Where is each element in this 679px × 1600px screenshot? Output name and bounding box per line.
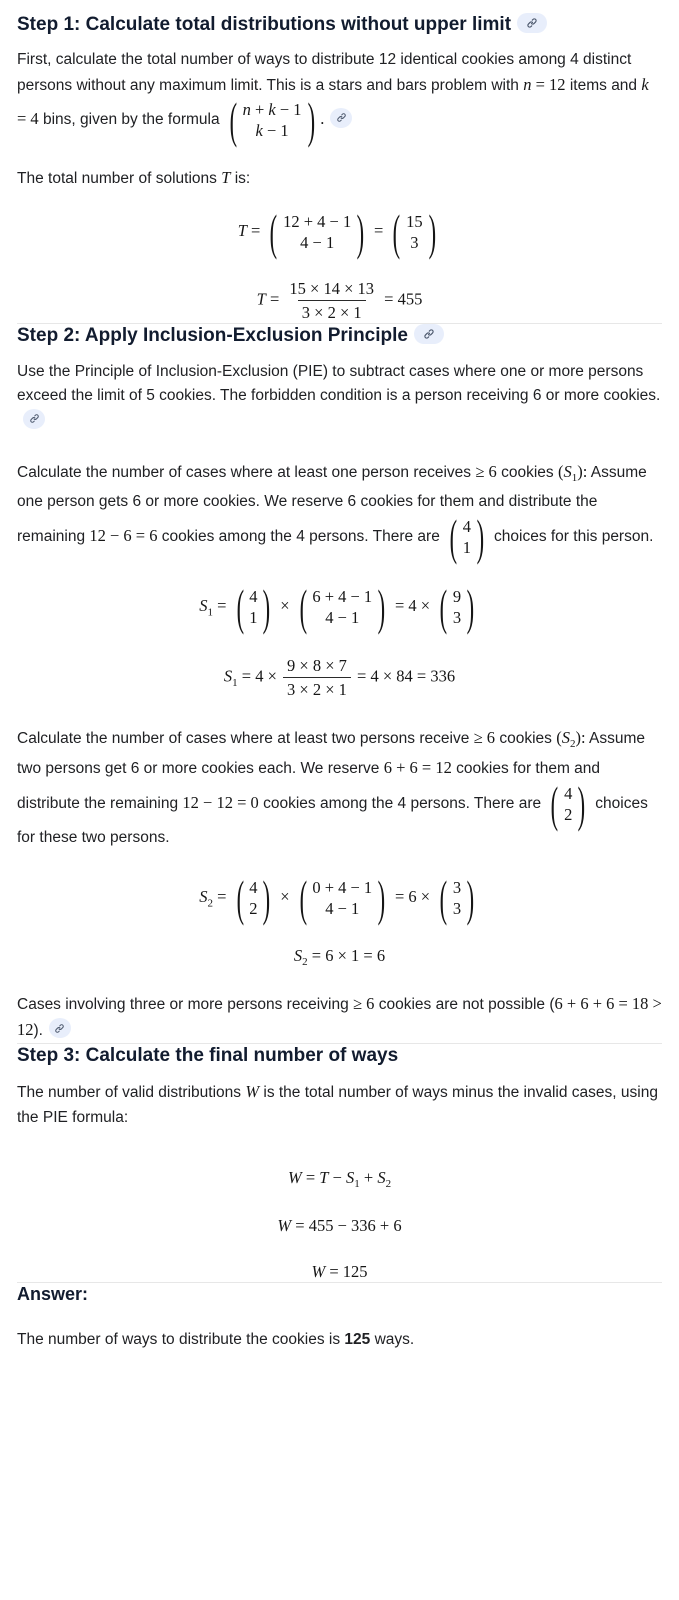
body-text: bins, given by the formula [38, 111, 224, 129]
left-paren: ( [551, 775, 559, 832]
solutions-line [17, 166, 662, 192]
binom-column [311, 586, 373, 628]
left-paren: ( [299, 870, 307, 927]
math-sub: 1 [232, 676, 238, 689]
formula-w-substitution [17, 1216, 662, 1236]
fraction-numerator: 15 × 14 × 13 [289, 278, 375, 298]
left-paren: ( [439, 870, 448, 927]
left-paren: ( [393, 203, 401, 260]
answer-paragraph [17, 1328, 662, 1353]
math-var: W [245, 1082, 260, 1102]
right-paren: ) [476, 508, 485, 565]
binomial-coefficient [435, 578, 479, 635]
right-paren: ) [577, 775, 586, 832]
body-text: The number of ways to distribute the cookies is [17, 1330, 345, 1348]
binom-top: 4 [462, 516, 472, 536]
formula-total-value [17, 278, 662, 323]
binom-top: 4 [249, 878, 258, 898]
math-text: ≥ 6 [475, 461, 497, 481]
math-text: = 4 [17, 109, 39, 129]
s2-paragraph [17, 726, 662, 851]
link-icon [423, 328, 435, 340]
formula-total-binomial [17, 203, 662, 260]
math-var: S [223, 666, 233, 686]
right-paren: ) [263, 870, 271, 927]
body-text: cookies [495, 729, 557, 747]
body-text: Cases involving three or more persons receiving [17, 996, 353, 1014]
math-text: = [212, 887, 231, 907]
formula-w-result [17, 1262, 662, 1282]
left-paren: ( [229, 92, 238, 148]
binom-bottom: 2 [564, 804, 573, 824]
binom-bottom: 4 − 1 [325, 607, 360, 627]
body-text: cookies for them and distribute the remaining [17, 760, 601, 812]
citation-chip[interactable] [330, 108, 352, 128]
left-paren: ( [439, 578, 448, 635]
math-text: = 4 × [237, 666, 282, 686]
math-sub: 2 [302, 956, 308, 969]
math-text: − 1 [262, 121, 289, 140]
body-text: ways. [370, 1330, 415, 1348]
left-paren: ( [449, 508, 458, 565]
formula-s2-binomial [17, 870, 662, 927]
binomial-coefficient [295, 870, 390, 927]
math-var: n [242, 100, 251, 119]
right-paren: ) [377, 870, 386, 927]
math-text: ): [577, 461, 588, 481]
math-text: = [369, 220, 388, 240]
binom-top: 3 [452, 878, 462, 898]
left-paren: ( [236, 870, 244, 927]
math-text: ): [575, 727, 586, 747]
math-sub: 1 [354, 1178, 360, 1191]
math-var: k [641, 74, 649, 94]
binom-column [242, 99, 303, 141]
math-sub: 2 [569, 737, 576, 750]
body-text: items and [565, 76, 642, 94]
binomial-coefficient [232, 578, 276, 635]
binom-bottom: 4 − 1 [325, 899, 360, 919]
right-paren: ) [356, 203, 365, 260]
math-text: 6 + 6 = 12 [383, 758, 452, 778]
math-var: S [293, 946, 303, 966]
body-text: choices for this person. [489, 527, 654, 545]
math-sub: 2 [207, 897, 213, 910]
binom-top: 4 [564, 783, 573, 803]
right-paren: ) [263, 578, 271, 635]
binomial-coefficient [546, 775, 590, 832]
math-var: n [523, 74, 532, 94]
right-paren: ) [428, 203, 436, 260]
binom-column [248, 586, 258, 628]
step1-intro-paragraph [17, 48, 662, 148]
math-text: + [250, 100, 269, 119]
fraction-denominator: 3 × 2 × 1 [298, 300, 366, 323]
binom-column [462, 516, 472, 558]
link-icon [526, 17, 538, 29]
math-var: T [256, 289, 266, 309]
step3-heading-text: Step 3: Calculate the final number of ways [17, 1045, 399, 1067]
binom-top: 9 [452, 586, 462, 606]
formula-pie [17, 1168, 662, 1190]
body-text: cookies are not possible ( [374, 996, 555, 1014]
math-text: + [359, 1168, 378, 1188]
body-text: cookies [496, 463, 558, 481]
right-paren: ) [307, 92, 315, 148]
body-text: The number of valid distributions [17, 1084, 246, 1102]
link-icon [336, 112, 347, 123]
binomial-coefficient [232, 870, 276, 927]
math-text: = [265, 289, 284, 309]
math-text: × [276, 595, 294, 615]
binomial-coefficient [265, 203, 368, 260]
left-paren: ( [299, 578, 307, 635]
math-text: = 455 [380, 289, 423, 309]
link-icon [29, 413, 40, 424]
step1-section [17, 13, 662, 324]
body-text: Assume one person gets 6 or more cookies. We reserve 6 cookies for them and distribute the remaining [17, 463, 647, 545]
math-text: 12 − 6 = 6 [89, 525, 158, 545]
body-text: The total number of solutions [17, 170, 222, 187]
math-text: = 12 [531, 74, 566, 94]
fraction-numerator: 9 × 8 × 7 [287, 655, 347, 675]
left-paren: ( [270, 203, 278, 260]
link-icon [54, 1023, 65, 1034]
math-text: = [301, 1168, 320, 1188]
binom-top [243, 99, 302, 120]
binom-top: 4 [249, 586, 258, 606]
math-var: S [346, 1168, 355, 1188]
binom-bottom: 1 [249, 607, 258, 627]
binom-top: 0 + 4 − 1 [312, 878, 373, 898]
binom-column [563, 783, 573, 825]
math-text: − [328, 1168, 346, 1188]
body-text: cookies among the 4 persons. There are [157, 527, 445, 545]
binomial-coefficient [435, 870, 479, 927]
math-var: T [237, 220, 247, 240]
fraction [285, 278, 378, 323]
math-text: = 125 [325, 1261, 368, 1281]
binom-column [248, 877, 258, 919]
body-text: cookies among the 4 persons. There are [258, 794, 546, 812]
binom-top: 15 [406, 211, 423, 231]
formula-s1-binomial [17, 578, 662, 635]
answer-section [17, 1283, 662, 1353]
math-var: S [561, 727, 570, 747]
answer-value: 125 [344, 1330, 371, 1348]
body-text: Calculate the number of cases where at least two persons receive [17, 729, 474, 747]
answer-heading: Answer: [17, 1283, 89, 1304]
math-text: 6 + 6 + 6 = 18 > 12 [17, 994, 662, 1039]
math-text: = 4 × [390, 595, 435, 615]
math-var: W [277, 1215, 292, 1235]
body-text: Use the Principle of Inclusion-Exclusion (PIE) to subtract cases where one or more persons exceed the limit of 5 cookies. The forbidden condition is a person receiving 6 or more cookies. [17, 362, 661, 404]
binom-bottom: 3 [410, 232, 419, 252]
citation-chip[interactable] [414, 324, 444, 344]
math-text: = 455 − 336 + 6 [291, 1215, 402, 1235]
right-paren: ) [466, 578, 475, 635]
math-sub: 2 [385, 1178, 392, 1191]
binomial-coefficient [225, 92, 319, 148]
body-text: ). [33, 1021, 43, 1039]
body-text: is: [230, 170, 251, 187]
body-text: Assume two persons get 6 or more cookies each. We reserve [17, 729, 646, 778]
math-var: T [221, 168, 231, 187]
step2-heading [17, 324, 662, 348]
math-var: S [199, 595, 208, 615]
binom-bottom: 3 [452, 607, 462, 627]
right-paren: ) [377, 578, 386, 635]
math-text: ≥ 6 [473, 727, 496, 747]
math-text: = [212, 595, 231, 615]
binom-top: 6 + 4 − 1 [312, 586, 373, 606]
math-text: ( [556, 727, 562, 747]
math-sub: 1 [207, 606, 213, 619]
body-text: is the total number of ways minus the invalid cases, using the PIE formula: [17, 1084, 658, 1126]
formula-s1-value [17, 655, 662, 700]
math-var: S [199, 887, 208, 907]
fraction [283, 655, 351, 700]
binom-bottom: 1 [462, 537, 472, 557]
step2-heading-text: Step 2: Apply Inclusion-Exclusion Principle [17, 324, 408, 346]
s1-paragraph [17, 460, 662, 565]
binom-column [452, 877, 462, 919]
math-var: S [563, 461, 572, 481]
step3-section [17, 1044, 662, 1282]
step2-section [17, 324, 662, 1045]
pie-paragraph [17, 360, 662, 434]
step1-heading [17, 13, 662, 37]
formula-s2-value [17, 946, 662, 968]
citation-chip[interactable] [517, 13, 547, 33]
math-text: 12 − 12 = 0 [182, 792, 259, 812]
fraction-denominator: 3 × 2 × 1 [283, 677, 351, 700]
no-triple-paragraph [17, 992, 662, 1043]
citation-chip[interactable] [49, 1018, 71, 1038]
step3-heading [17, 1044, 662, 1068]
math-text: = [246, 220, 265, 240]
math-var: W [311, 1261, 326, 1281]
binom-bottom: 3 [452, 899, 462, 919]
binomial-coefficient [445, 508, 489, 565]
body-text: choices for these two persons. [17, 794, 648, 846]
body-text: Calculate the number of cases where at least one person receives [17, 463, 476, 481]
math-text: = 6 × [390, 887, 435, 907]
math-var: S [377, 1168, 386, 1188]
w-paragraph [17, 1080, 662, 1130]
math-var: T [319, 1168, 329, 1188]
binom-bottom [256, 120, 289, 141]
math-var: k [255, 121, 263, 140]
body-text: First, calculate the total number of ways to distribute 12 identical cookies among 4 distinct persons without any maximum limit. This is a stars and bars problem with [17, 51, 632, 94]
math-var: W [287, 1168, 302, 1188]
math-text: × [276, 887, 294, 907]
binom-bottom: 2 [249, 899, 258, 919]
citation-chip[interactable] [23, 409, 45, 429]
binom-column [311, 877, 373, 919]
binom-bottom: 4 − 1 [300, 232, 335, 252]
binom-column [405, 211, 424, 253]
math-text: − 1 [275, 100, 302, 119]
binom-column [452, 586, 462, 628]
binomial-coefficient [388, 203, 440, 260]
binom-column [282, 211, 352, 253]
math-text: = 6 × 1 = 6 [307, 946, 386, 966]
left-paren: ( [236, 578, 244, 635]
step1-heading-text: Step 1: Calculate total distributions without upper limit [17, 14, 512, 35]
math-text: = 4 × 84 = 336 [352, 666, 456, 686]
binomial-coefficient [295, 578, 390, 635]
math-text: ≥ 6 [353, 994, 375, 1014]
math-text: ( [557, 461, 564, 481]
math-sub: 1 [571, 471, 578, 484]
math-text: . [320, 109, 325, 129]
math-var: k [268, 100, 276, 119]
right-paren: ) [466, 870, 475, 927]
binom-top: 12 + 4 − 1 [283, 211, 352, 231]
